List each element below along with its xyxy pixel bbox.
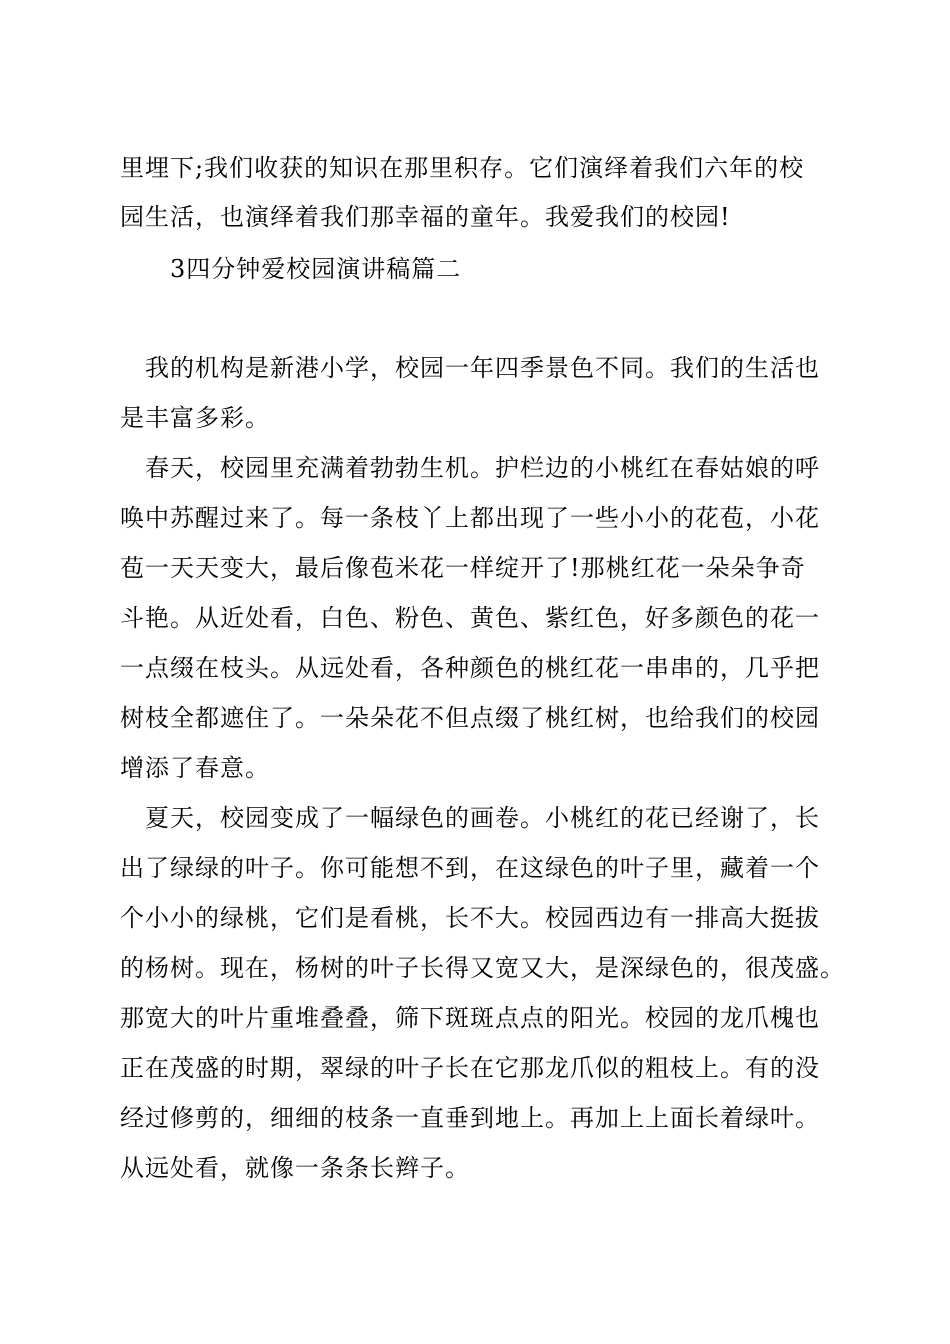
paragraph-line: 正在茂盛的时期，翠绿的叶子长在它那龙爪似的粗枝上。有的没 (120, 1054, 820, 1082)
paragraph-line: 树枝全都遮住了。一朵朵花不但点缀了桃红树，也给我们的校园 (120, 704, 820, 732)
paragraph-line: 那宽大的叶片重堆叠叠，筛下斑斑点点的阳光。校园的龙爪槐也 (120, 1004, 820, 1032)
paragraph-line: 从远处看，就像一条条长辫子。 (120, 1154, 470, 1182)
paragraph-line: 增添了春意。 (120, 754, 270, 782)
paragraph-line: 个小小的绿桃，它们是看桃，长不大。校园西边有一排高大挺拔 (120, 904, 820, 932)
paragraph-line: 一点缀在枝头。从远处看，各种颜色的桃红花一串串的，几乎把 (120, 654, 820, 682)
paragraph-line: 斗艳。从近处看，白色、粉色、黄色、紫红色，好多颜色的花一 (120, 604, 820, 632)
section-heading: 3四分钟爱校园演讲稿篇二 (170, 255, 462, 283)
paragraph-line: 唤中苏醒过来了。每一条枝丫上都出现了一些小小的花苞，小花 (120, 504, 820, 532)
paragraph-line: 我的机构是新港小学，校园一年四季景色不同。我们的生活也 (145, 354, 820, 382)
paragraph-line: 春天，校园里充满着勃勃生机。护栏边的小桃红在春姑娘的呼 (145, 454, 820, 482)
paragraph-line: 出了绿绿的叶子。你可能想不到，在这绿色的叶子里，藏着一个 (120, 854, 820, 882)
paragraph-line: 夏天，校园变成了一幅绿色的画卷。小桃红的花已经谢了，长 (145, 804, 820, 832)
paragraph-line: 是丰富多彩。 (120, 404, 270, 432)
text-line: 园生活，也演绎着我们那幸福的童年。我爱我们的校园! (120, 203, 731, 231)
paragraph-line: 的杨树。现在，杨树的叶子长得又宽又大，是深绿色的，很茂盛。 (120, 954, 845, 982)
paragraph-line: 苞一天天变大，最后像苞米花一样绽开了!那桃红花一朵朵争奇 (120, 554, 806, 582)
paragraph-line: 经过修剪的，细细的枝条一直垂到地上。再加上上面长着绿叶。 (120, 1104, 820, 1132)
text-line: 里埋下;我们收获的知识在那里积存。它们演绎着我们六年的校 (120, 154, 805, 182)
